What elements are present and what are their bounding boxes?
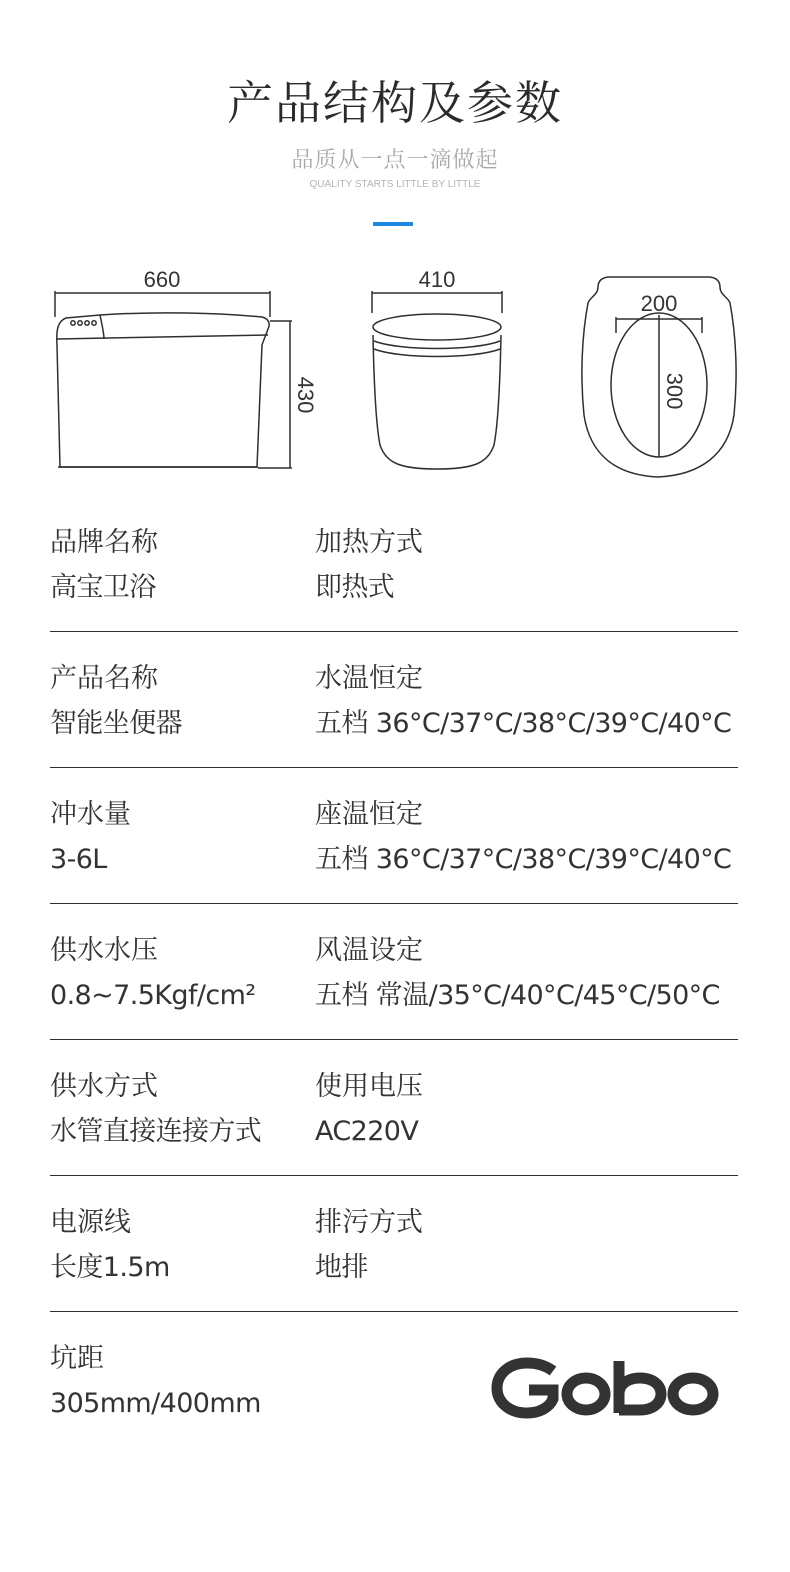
spec-row [50,1040,738,1176]
seat-length-label: 300 [662,372,687,410]
spec-cell-left [50,928,256,1018]
side-view-drawing [55,291,292,468]
spec-cell-left [50,1200,170,1290]
spec-cell-left [50,520,158,610]
side-height-label: 430 [293,376,318,414]
spec-label: 品牌名称 [50,527,158,558]
spec-value: 即热式 [315,572,395,603]
spec-label: 产品名称 [50,663,158,694]
spec-label: 加热方式 [315,527,423,558]
spec-value: AC220V [315,1116,419,1147]
spec-row [50,904,738,1040]
spec-cell-right [315,928,720,1018]
spec-label: 排污方式 [315,1207,423,1238]
spec-cell-left [50,656,182,746]
spec-value: 五档 常温/35°C/40°C/45°C/50°C [315,980,720,1011]
spec-label: 座温恒定 [315,799,423,830]
spec-value: 长度1.5m [50,1252,170,1283]
spec-label: 电源线 [50,1207,131,1238]
spec-cell-left [50,1064,261,1154]
spec-label: 坑距 [50,1343,104,1374]
page-title: 产品结构及参数 [227,76,563,130]
spec-row [50,632,738,768]
spec-value: 智能坐便器 [50,708,182,739]
spec-label: 供水水压 [50,935,158,966]
page-subtitle-english: QUALITY STARTS LITTLE BY LITTLE [309,179,481,190]
spec-cell-right [315,1064,423,1154]
spec-cell-left [50,792,131,882]
spec-value: 五档 36°C/37°C/38°C/39°C/40°C [315,844,732,875]
spec-value: 水管直接连接方式 [50,1116,262,1147]
spec-cell-right [315,1200,423,1290]
spec-value: 3-6L [50,844,107,875]
product-structure-diagram [0,255,790,495]
front-view-drawing [372,291,502,469]
seat-width-label: 200 [640,291,678,316]
spec-cell-right [315,656,731,746]
spec-row [50,768,738,904]
front-width-label: 410 [418,267,456,292]
spec-value: 地排 [315,1252,368,1283]
spec-cell-left [50,1336,261,1426]
spec-cell-right [315,792,731,882]
accent-divider [373,222,413,226]
spec-value: 高宝卫浴 [50,572,156,603]
spec-row [50,1176,738,1312]
spec-label: 风温设定 [315,935,423,966]
page-subtitle: 品质从一点一滴做起 [291,148,499,173]
spec-table [50,520,738,1448]
spec-label: 冲水量 [50,799,131,830]
spec-row [50,520,738,632]
gobo-logo [491,1357,723,1419]
spec-value: 305mm/400mm [50,1388,261,1419]
side-width-label: 660 [143,267,181,292]
spec-value: 0.8~7.5Kgf/cm² [50,980,256,1011]
spec-label: 使用电压 [315,1071,423,1102]
spec-label: 供水方式 [50,1071,158,1102]
spec-value: 五档 36°C/37°C/38°C/39°C/40°C [315,708,732,739]
spec-cell-right [315,520,423,610]
spec-label: 水温恒定 [315,663,423,694]
